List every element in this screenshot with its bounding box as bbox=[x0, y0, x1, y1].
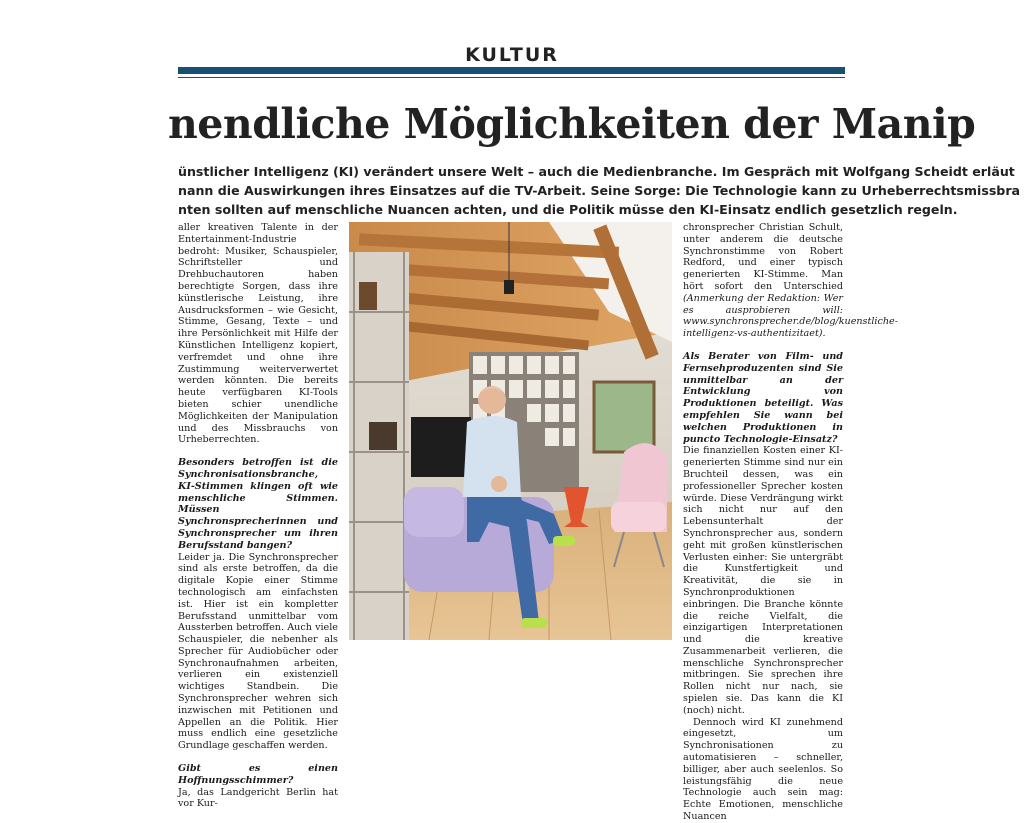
interview-question: Besonders betroffen ist die Synchronisationsbranche, KI-Stimmen klingen oft wie menschliche Stimmen. Müssen Synchronsprecherinnen und Synchronsprecher um ihren Berufsstand bangen? bbox=[178, 457, 338, 551]
headline: nendliche Möglichkeiten der Manip bbox=[168, 100, 976, 148]
article-column-right bbox=[683, 222, 898, 823]
section-rule-thin bbox=[178, 77, 845, 78]
article-column-left bbox=[178, 222, 338, 810]
body-paragraph bbox=[683, 222, 898, 340]
editor-note: (Anmerkung der Redaktion: Wer es ausprobieren will: www.synchronsprecher.de/blog/kuenstliche-intelligenz-vs-authentizitaet). bbox=[683, 292, 898, 340]
section-rule bbox=[178, 67, 845, 74]
interview-answer: Ja, das Landgericht Berlin hat vor Kur- bbox=[178, 786, 338, 810]
interview-answer: Leider ja. Die Synchronsprecher sind als erste betroffen, da die digitale Kopie einer Stimme technologisch am einfachsten ist. Hier ist ein kompletter Berufsstand unmittelbar vom Aussterben betroffen. Auch viele Schauspieler, die nebenher als Sprecher für Audiobücher oder Synchronaufnahmen arbeiten, verlieren ein existenziell wichtiges Standbein. Die Synchronsprecher wehren sich inzwischen mit Petitionen und Appellen an die Politik. Hier muss endlich eine gesetzliche Grundlage geschaffen werden. bbox=[178, 551, 338, 752]
lead-line: ünstlicher Intelligenz (KI) verändert unsere Welt – auch die Medienbranche. Im Gespräch mit Wolfgang Scheidt erläut bbox=[178, 164, 1015, 179]
lead-line: nann die Auswirkungen ihres Einsatzes auf die TV-Arbeit. Seine Sorge: Die Technologie kann zu Urheberrechtsmissbra bbox=[178, 183, 1021, 198]
interview-question: Gibt es einen Hoffnungsschimmer? bbox=[178, 763, 338, 786]
section-label: KULTUR bbox=[465, 44, 559, 66]
article-photo bbox=[349, 222, 672, 640]
headline-container bbox=[168, 100, 976, 158]
interview-question: Als Berater von Film- und Fernsehproduzenten sind Sie unmittelbar an der Entwicklung von Produktionen beteiligt. Was empfehlen Sie wann bei welchen Produktionen in puncto Technologie-Einsatz? bbox=[683, 350, 843, 445]
interview-answer: Die finanziellen Kosten einer KI-generierten Stimme sind nur ein Bruchteil dessen, was ein professioneller Sprecher kosten würde. Diese Verdrängung wirkt sich nicht nur auf den Lebensunterhalt der Synchronsprecher aus, sondern geht mit großen künstlerischen Verlusten einher: Sie untergräbt die Kunstfertigkeit und Kreativität, die sie in Synchronproduktionen einbringen. Die Branche könnte die reiche Vielfalt, die einzigartigen Interpretationen und die kreative Zusammenarbeit verlieren, die menschliche Synchronsprecher mitbringen. Sie sprechen ihre Rollen nicht nur nach, sie spielen sie. Das kann die KI (noch) nicht. bbox=[683, 445, 843, 716]
interview-answer: Dennoch wird KI zunehmend eingesetzt, um Synchronisationen zu automatisieren – schneller, billiger, aber auch seelenlos. So leistungsfähig die neue Technologie auch sein mag: Echte Emotionen, menschliche Nuancen bbox=[683, 716, 843, 823]
body-text: chronsprecher Christian Schult, unter anderem die deutsche Synchronstimme von Robert Redford, und einer typisch generierten KI-Stimme. Man hört sofort den Unterschied bbox=[683, 222, 843, 292]
lead-paragraph bbox=[178, 162, 1021, 220]
body-paragraph: aller kreativen Talente in der Entertainment-Industrie bedroht: Musiker, Schauspieler, Schriftsteller und Drehbuchautoren haben berechtigte Sorgen, dass ihre künstlerische Leistung, ihre Ausdrucksformen – wie Gesicht, Stimme, Gesang, Texte – und ihre Persönlichkeit mit Hilfe der Künstlichen Intelligenz kopiert, verfremdet und ohne ihre Zustimmung weiterverwertet werden könnten. Die bereits heute verfügbaren KI-Tools bieten schier unendliche Möglichkeiten der Manipulation und des Missbrauchs von Urheberrechten. bbox=[178, 222, 338, 446]
lead-line: nten sollten auf menschliche Nuancen achten, und die Politik müsse den KI-Einsatz endlich gesetzlich regeln. bbox=[178, 202, 958, 217]
